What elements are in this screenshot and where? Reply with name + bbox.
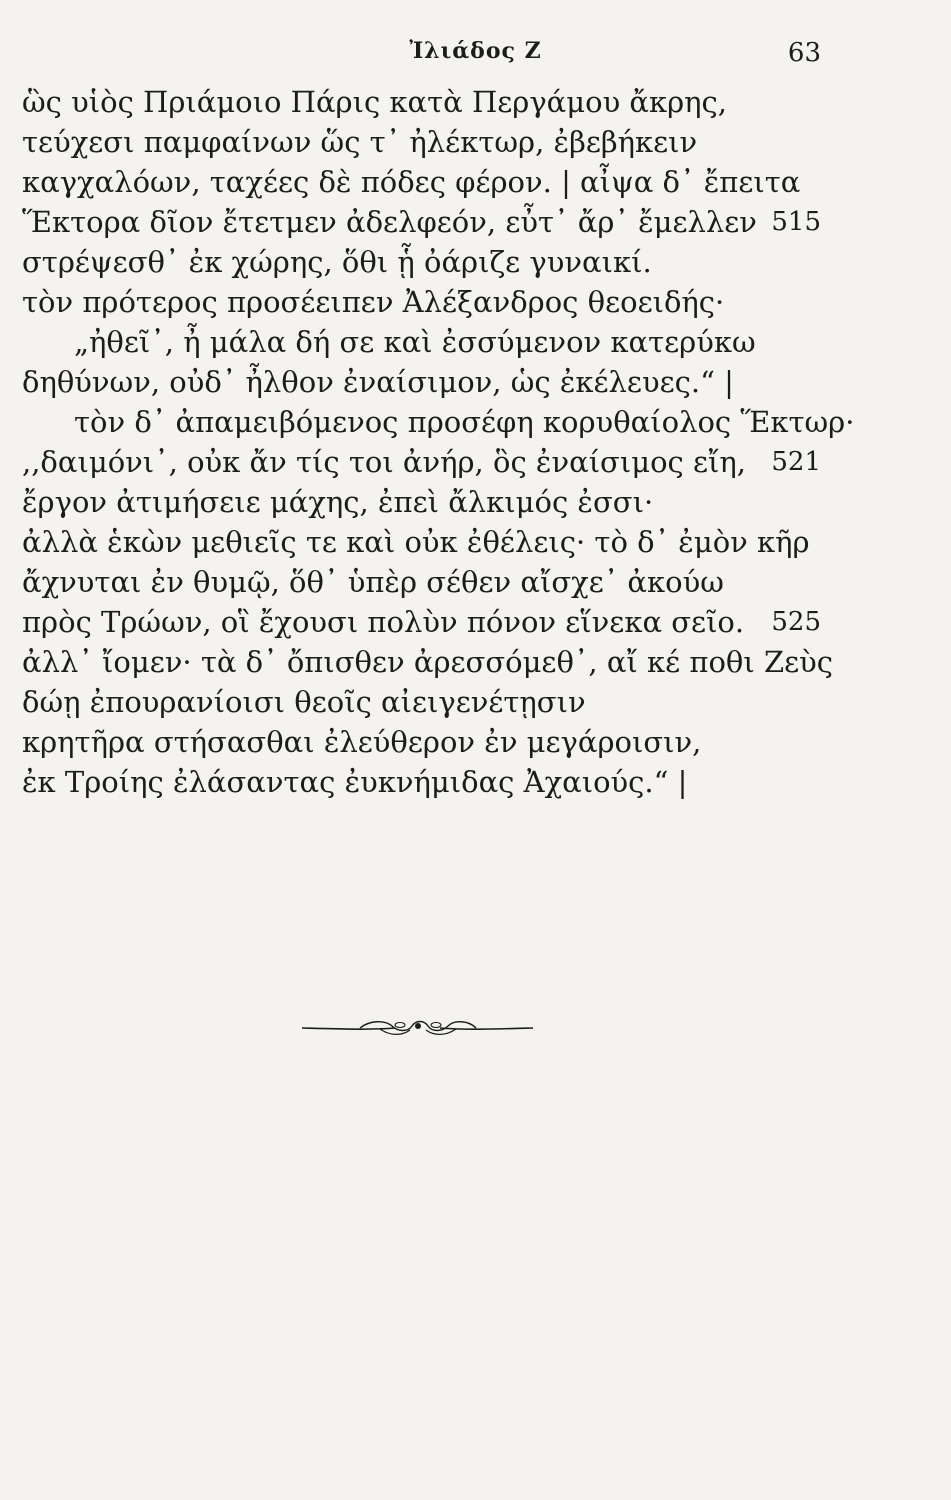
verse-line: [0, 282, 951, 322]
line-number: 525: [771, 607, 821, 637]
verse-line: [0, 642, 951, 682]
verse-text: τεύχεσι παμφαίνων ὥς τ᾽ ἠλέκτωρ, ἐβεβήκειν: [22, 125, 698, 159]
verse-line: [0, 362, 951, 402]
verse-text: ὣς υἱὸς Πριάμοιο Πάρις κατὰ Περγάμου ἄκρης,: [22, 85, 728, 119]
verse-text: Ἕκτορα δῖον ἔτετμεν ἀδελφεόν, εὖτ᾽ ἄρ᾽ ἔμελλεν: [22, 205, 757, 239]
verse-line: [0, 482, 951, 522]
verse-line: [0, 602, 951, 642]
verse-line: [0, 762, 951, 802]
verse-block: [0, 82, 951, 802]
decorative-flourish-icon: [300, 1016, 535, 1044]
verse-line: [0, 682, 951, 722]
verse-line: [0, 82, 951, 122]
verse-text: „ἠθεῖ᾽, ἦ μάλα δή σε καὶ ἐσσύμενον κατερύκω: [74, 325, 756, 359]
verse-line: [0, 242, 951, 282]
verse-line: [0, 202, 951, 242]
verse-line: [0, 122, 951, 162]
verse-text: κρητῆρα στήσασθαι ἐλεύθερον ἐν μεγάροισιν,: [22, 725, 702, 759]
line-number: 515: [771, 207, 821, 237]
running-title: Ἰλιάδος Ζ: [409, 38, 542, 64]
verse-text: πρὸς Τρώων, οἳ ἔχουσι πολὺν πόνον εἵνεκα σεῖο.: [22, 605, 745, 639]
verse-line: [0, 722, 951, 762]
verse-line: [0, 162, 951, 202]
verse-text: δώῃ ἐπουρανίοισι θεοῖς αἰειγενέτῃσιν: [22, 685, 586, 719]
verse-text: δηθύνων, οὐδ᾽ ἦλθον ἐναίσιμον, ὡς ἐκέλευες.“ |: [22, 365, 734, 399]
verse-line: [0, 562, 951, 602]
verse-line: [0, 402, 951, 442]
verse-text: ἀλλὰ ἑκὼν μεθιεῖς τε καὶ οὐκ ἐθέλεις· τὸ δ᾽ ἐμὸν κῆρ: [22, 525, 810, 559]
verse-line: [0, 522, 951, 562]
line-number: 521: [771, 447, 821, 477]
verse-text: ἔργον ἀτιμήσειε μάχης, ἐπεὶ ἄλκιμός ἐσσι·: [22, 485, 654, 519]
verse-line: [0, 322, 951, 362]
verse-text: καγχαλόων, ταχέες δὲ πόδες φέρον. | αἶψα δ᾽ ἔπειτα: [22, 165, 801, 199]
page-number: 63: [787, 38, 821, 68]
verse-text: ἄχνυται ἐν θυμῷ, ὅθ᾽ ὑπὲρ σέθεν αἴσχε᾽ ἀκούω: [22, 565, 724, 599]
verse-text: ἐκ Τροίης ἐλάσαντας ἐυκνήμιδας Ἀχαιούς.“ |: [22, 765, 688, 799]
verse-text: ,,δαιμόνι᾽, οὐκ ἄν τίς τοι ἀνήρ, ὃς ἐναίσιμος εἴη,: [22, 445, 746, 479]
verse-line: [0, 442, 951, 482]
verse-text: ἀλλ᾽ ἴομεν· τὰ δ᾽ ὄπισθεν ἀρεσσόμεθ᾽, αἴ κέ ποθι Ζεὺς: [22, 645, 833, 679]
verse-text: στρέψεσθ᾽ ἐκ χώρης, ὅθι ᾗ ὀάριζε γυναικί.: [22, 245, 652, 279]
verse-text: τὸν πρότερος προσέειπεν Ἀλέξανδρος θεοειδής·: [22, 285, 725, 319]
verse-text: τὸν δ᾽ ἀπαμειβόμενος προσέφη κορυθαίολος Ἕκτωρ·: [74, 405, 855, 439]
